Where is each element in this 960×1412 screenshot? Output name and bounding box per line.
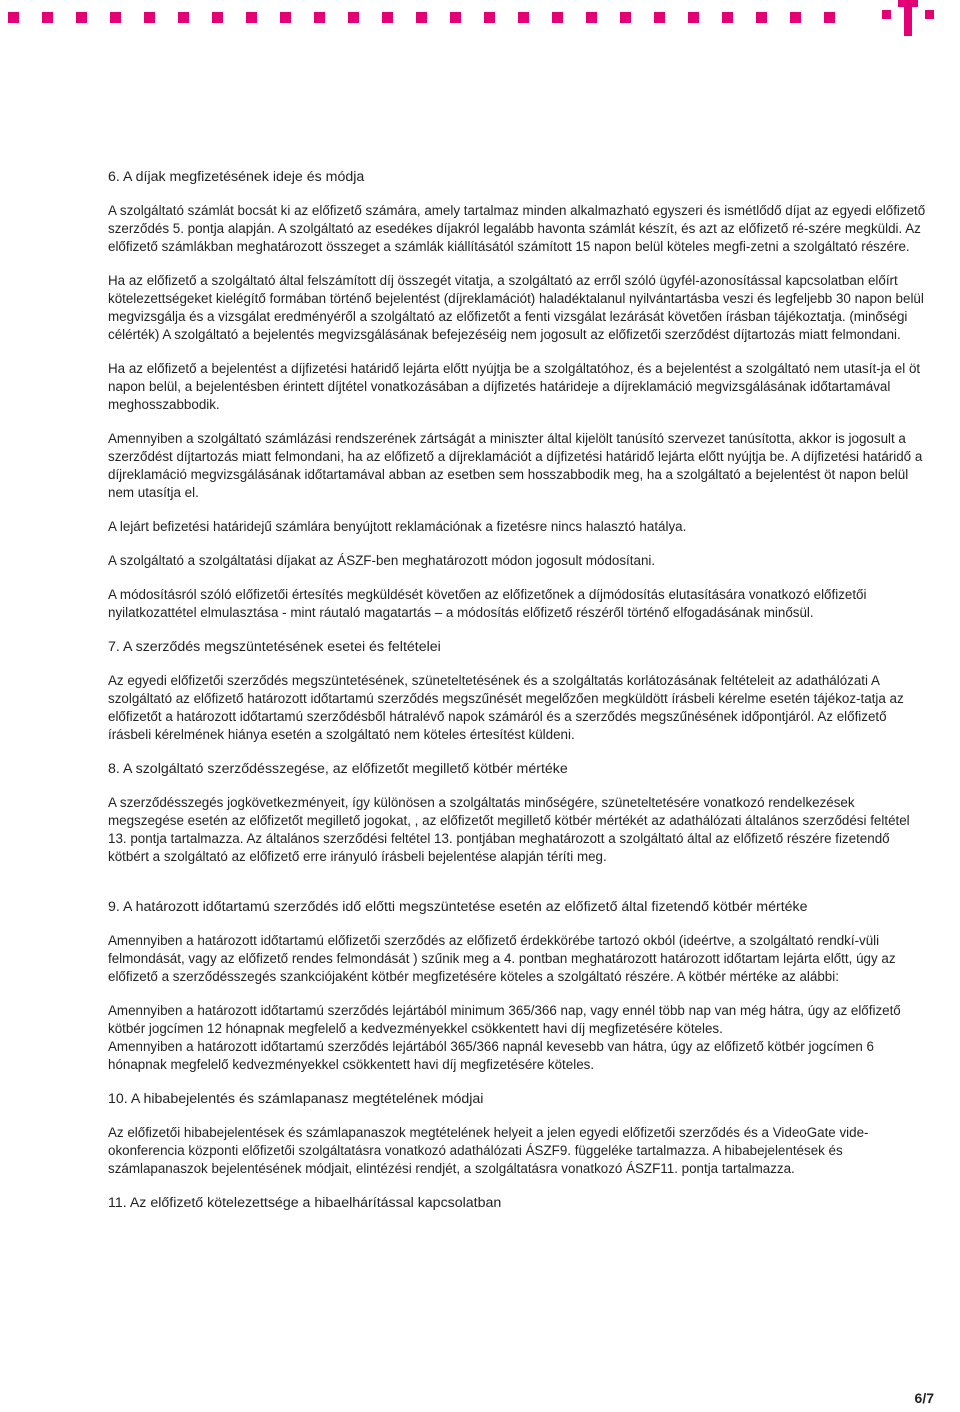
brand-square-icon: [144, 12, 155, 23]
paragraph: A szolgáltató a szolgáltatási díjakat az ÁSZF-ben meghatározott módon jogosult módosítani.: [108, 553, 656, 568]
section-8: [108, 760, 930, 866]
brand-square-icon: [416, 12, 427, 23]
brand-square-row: [8, 12, 858, 23]
brand-square-icon: [620, 12, 631, 23]
brand-square-icon: [654, 12, 665, 23]
paragraph: Az egyedi előfizetői szerződés megszüntetésének, szüneteltetésének és a szolgáltatás korlátozásának feltételeit az adathálózati A szolgáltató az előfizető határozott időtartamú szerződés megszűnését megelőzően megküldött írásbeli kérelme esetén tájékoz-tatja az előfizetőt a határozott időtartamú szerződésből hátralévő napok számáról és a szerződés megszűnésének időpontjáról. Az előfizető írásbeli kérelmének hiánya esetén a szolgáltató nem köteles értesítést küldeni.: [108, 673, 904, 742]
brand-square-icon: [8, 12, 19, 23]
page-number: 6/7: [914, 1390, 934, 1406]
brand-square-icon: [314, 12, 325, 23]
section-11: [108, 1194, 930, 1212]
paragraph: Amennyiben a határozott időtartamú szerződés lejártából minimum 365/366 nap, vagy ennél több nap van még hátra, úgy az előfizető kötbér jogcímen 12 hónapnak megfelelő a kedvezményekkel csökkentett havi díj megfizetésére köteles.: [108, 1003, 901, 1036]
brand-square-icon: [382, 12, 393, 23]
paragraph: A lejárt befizetési határidejű számlára benyújtott reklamációnak a fizetésre nincs halasztó hatálya.: [108, 519, 687, 534]
document-body: [108, 168, 930, 1228]
brand-square-icon: [790, 12, 801, 23]
brand-square-icon: [110, 12, 121, 23]
section-7: [108, 638, 930, 744]
paragraph: Ha az előfizető a bejelentést a díjfizetési határidő lejárta előtt nyújtja be a szolgáltatóhoz, és a bejelentést a szolgáltató nem utasít-ja el öt napon belül, a bejelentésben érintett díjtétel vonatkozásában a díjfizetés határideje a díjreklamáció megvizsgálásának időtartamával meghosszabbodik.: [108, 361, 921, 412]
paragraph: Amennyiben a határozott időtartamú szerződés lejártából 365/366 napnál kevesebb van hátra, úgy az előfizető kötbér jogcímen 6 hónapnak megfelelő kedvezményekkel csökkentett havi díj megfizetésére köteles.: [108, 1039, 874, 1072]
brand-square-icon: [42, 12, 53, 23]
section-title: 8. A szolgáltató szerződésszegése, az előfizetőt megillető kötbér mértéke: [108, 761, 568, 777]
paragraph: Az előfizetői hibabejelentések és számlapanaszok megtételének helyeit a jelen egyedi előfizetői szerződés és a VideoGate vide-okonferencia központi előfizetői szolgáltatásra vonatkozó adathálózati ÁSZF9. függeléke tartalmazza. A hibabejelentések és számlapanaszok bejelentésének módjait, elintézési rendjét, a szolgáltatásra vonatkozó ÁSZF11. pontja tartalmazza.: [108, 1125, 869, 1176]
section-6: [108, 168, 930, 622]
paragraph: Amennyiben a határozott időtartamú előfizetői szerződés az előfizető érdekkörébe tartozó okból (ideértve, a szolgáltató rendkí-vüli felmondását, vagy az előfizető rendes felmondását ) szűnik meg a 4. pontban meghatározott határozott időtartam lejárta előtt, úgy az előfizető a szerződésszegés szankciójaként kötbér megfizetésére köteles a szolgáltató részére. A kötbér mértéke az alábbi:: [108, 933, 896, 984]
brand-square-icon: [484, 12, 495, 23]
brand-square-icon: [688, 12, 699, 23]
telekom-t-logo-icon: [882, 0, 934, 36]
brand-square-icon: [76, 12, 87, 23]
brand-square-icon: [756, 12, 767, 23]
brand-square-icon: [212, 12, 223, 23]
brand-square-icon: [246, 12, 257, 23]
brand-square-icon: [722, 12, 733, 23]
paragraph: Amennyiben a szolgáltató számlázási rendszerének zártságát a miniszter által kijelölt tanúsító szervezet tanúsította, akkor is jogosult a szerződést díjtartozás miatt felmondani, ha az előfizető a díjreklamációt a díjfizetési határidő lejárta előtt nyújtja be. A díjfizetési határidő a díjreklamáció megvizsgálásának időtartamával abban az esetben sem hosszabbodik meg, ha a szolgáltató a bejelentést öt napon belül nem utasítja el.: [108, 431, 923, 500]
brand-square-icon: [450, 12, 461, 23]
section-title: 11. Az előfizető kötelezettsége a hibaelhárítással kapcsolatban: [108, 1195, 502, 1211]
paragraph: A szolgáltató számlát bocsát ki az előfizető számára, amely tartalmaz minden alkalmazható egyszeri és ismétlődő díjat az egyedi előfizető szerződés 5. pontja alapján. A szolgáltató az esedékes díjakról legalább havonta számlát készít, és azt az előfizető ré-szére megküldi. Az előfizető számlákban meghatározott összeget a számlák kiállításától számított 15 napon belül köteles megfi-zetni a szolgáltató részére.: [108, 203, 926, 254]
section-title: 9. A határozott időtartamú szerződés idő előtti megszüntetése esetén az előfizető által fizetendő kötbér mértéke: [108, 899, 808, 915]
section-title: 10. A hibabejelentés és számlapanasz megtételének módjai: [108, 1091, 484, 1107]
paragraph: Ha az előfizető a szolgáltató által felszámított díj összegét vitatja, a szolgáltató az erről szóló ügyfél-azonosítással kapcsolatban előírt kötelezettségeket kielégítő formában történő bejelentést (díjreklamációt) haladéktalanul nyilvántartásba veszi és legfeljebb 30 napon belül megvizsgálja és a vizsgálat eredményéről a szolgáltató az előfizetőt a fenti vizsgálat lezárását követően írásban tájékoztatja. (minőségi célérték) A szolgáltató a bejelentés megvizsgálásának befejezéséig nem jogosult az előfizetői szerződést díjtartozás miatt felmondani.: [108, 273, 924, 342]
paragraph: A szerződésszegés jogkövetkezményeit, így különösen a szolgáltatás minőségére, szüneteltetésére vonatkozó rendelkezések megszegése esetén az előfizetőt megillető jogokat, , az előfizetőt megillető kötbér mértékét az adathálózati általános szerződési feltétel 13. pontja tartalmazza. Az általános szerződési feltétel 13. pontjában meghatározott a szolgáltató által az előfizető részére fizetendő kötbért a szolgáltató az előfizető erre irányuló írásbeli bejelentése alapján téríti meg.: [108, 795, 910, 864]
section-title: 7. A szerződés megszüntetésének esetei és feltételei: [108, 639, 441, 655]
brand-square-icon: [552, 12, 563, 23]
brand-square-icon: [824, 12, 835, 23]
section-10: [108, 1090, 930, 1178]
brand-square-icon: [280, 12, 291, 23]
brand-square-icon: [348, 12, 359, 23]
brand-square-icon: [586, 12, 597, 23]
section-title: 6. A díjak megfizetésének ideje és módja: [108, 169, 365, 185]
paragraph: A módosításról szóló előfizetői értesítés megküldését követően az előfizetőnek a díjmódosítás elutasítására vonatkozó előfizetői nyilatkozattétel elmulasztása - mint ráutaló magatartás – a módosítás előfizető részéről történő elfogadásának minősül.: [108, 587, 867, 620]
brand-square-icon: [518, 12, 529, 23]
section-9: [108, 898, 930, 1074]
brand-square-icon: [178, 12, 189, 23]
